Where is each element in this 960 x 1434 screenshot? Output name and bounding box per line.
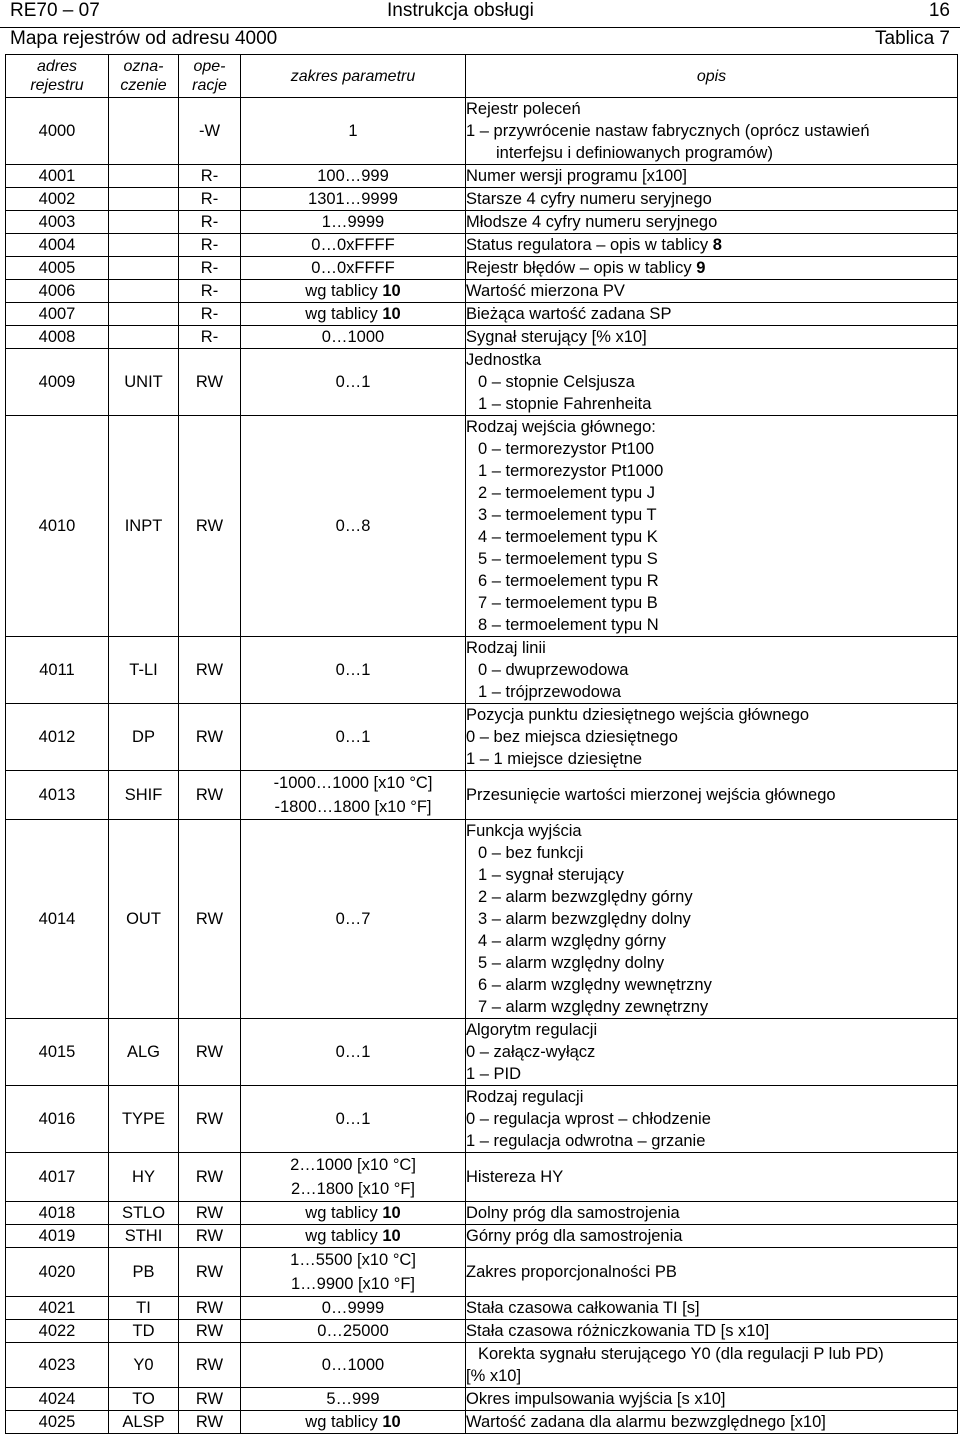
cell-operations: R- <box>179 326 241 349</box>
cell-description: Funkcja wyjścia 0 – bez funkcji 1 – sygnał sterujący 2 – alarm bezwzględny górny 3 – alarm bezwzględny dolny 4 – alarm względny górny 5 – alarm względny dolny 6 – alarm względny wewnętrzny 7 – alarm względny zewnętrzny <box>466 820 958 1019</box>
cell-range: wg tablicy 10 <box>241 1225 466 1248</box>
table-row-4000 <box>6 98 958 165</box>
cell-operations: RW <box>179 704 241 771</box>
cell-range: 0…0xFFFF <box>241 257 466 280</box>
cell-range: wg tablicy 10 <box>241 280 466 303</box>
col-header-operations: ope- racje <box>179 55 241 98</box>
cell-designation: DP <box>109 704 179 771</box>
cell-address: 4014 <box>6 820 109 1019</box>
cell-range: 0…1 <box>241 1019 466 1086</box>
table-row-4023 <box>6 1343 958 1388</box>
cell-operations: RW <box>179 771 241 820</box>
cell-address: 4015 <box>6 1019 109 1086</box>
cell-range: 1…9999 <box>241 211 466 234</box>
table-row-4006 <box>6 280 958 303</box>
cell-designation: ALG <box>109 1019 179 1086</box>
cell-designation: STHI <box>109 1225 179 1248</box>
cell-range: 0…1000 <box>241 326 466 349</box>
cell-designation: SHIF <box>109 771 179 820</box>
cell-operations: RW <box>179 1153 241 1202</box>
cell-description: Histereza HY <box>466 1153 958 1202</box>
cell-description: Górny próg dla samostrojenia <box>466 1225 958 1248</box>
cell-operations: R- <box>179 234 241 257</box>
cell-range: 1…5500 [x10 °C] 1…9900 [x10 °F] <box>241 1248 466 1297</box>
section-title: Mapa rejestrów od adresu 4000 <box>10 28 278 49</box>
cell-range: 2…1000 [x10 °C] 2…1800 [x10 °F] <box>241 1153 466 1202</box>
cell-address: 4011 <box>6 637 109 704</box>
cell-operations: R- <box>179 303 241 326</box>
cell-description: Rejestr poleceń 1 – przywrócenie nastaw fabrycznych (oprócz ustawień interfejsu i definiowanych programów) <box>466 98 958 165</box>
cell-range: 1301…9999 <box>241 188 466 211</box>
cell-operations: RW <box>179 416 241 637</box>
col-header-description: opis <box>466 55 958 98</box>
cell-operations: RW <box>179 1086 241 1153</box>
cell-designation <box>109 234 179 257</box>
cell-range: 0…7 <box>241 820 466 1019</box>
cell-description: Status regulatora – opis w tablicy 8 <box>466 234 958 257</box>
table-row-4003 <box>6 211 958 234</box>
cell-operations: R- <box>179 280 241 303</box>
cell-designation <box>109 211 179 234</box>
table-row-4014 <box>6 820 958 1019</box>
cell-range: 0…1 <box>241 1086 466 1153</box>
cell-designation: TO <box>109 1388 179 1411</box>
cell-designation <box>109 303 179 326</box>
table-row-4022 <box>6 1320 958 1343</box>
cell-description: Algorytm regulacji 0 – załącz-wyłącz 1 – PID <box>466 1019 958 1086</box>
table-row-4004 <box>6 234 958 257</box>
cell-address: 4017 <box>6 1153 109 1202</box>
cell-description: Bieżąca wartość zadana SP <box>466 303 958 326</box>
cell-designation: T-LI <box>109 637 179 704</box>
cell-address: 4007 <box>6 303 109 326</box>
table-ref: 10 <box>382 282 401 300</box>
table-row-4005 <box>6 257 958 280</box>
cell-address: 4005 <box>6 257 109 280</box>
table-row-4001 <box>6 165 958 188</box>
cell-range: 0…25000 <box>241 1320 466 1343</box>
cell-operations: R- <box>179 188 241 211</box>
cell-description: Jednostka 0 – stopnie Celsjusza 1 – stopnie Fahrenheita <box>466 349 958 416</box>
table-row-4020 <box>6 1248 958 1297</box>
col-header-range: zakres parametru <box>241 55 466 98</box>
table-row-4024 <box>6 1388 958 1411</box>
cell-designation <box>109 257 179 280</box>
cell-operations: RW <box>179 1411 241 1434</box>
cell-description: Stała czasowa całkowania TI [s] <box>466 1297 958 1320</box>
cell-designation: PB <box>109 1248 179 1297</box>
table-row-4025 <box>6 1411 958 1434</box>
cell-designation: ALSP <box>109 1411 179 1434</box>
cell-address: 4018 <box>6 1202 109 1225</box>
cell-range: wg tablicy 10 <box>241 303 466 326</box>
cell-range: 5…999 <box>241 1388 466 1411</box>
cell-range: 0…1 <box>241 704 466 771</box>
cell-description: Dolny próg dla samostrojenia <box>466 1202 958 1225</box>
cell-description: Okres impulsowania wyjścia [s x10] <box>466 1388 958 1411</box>
doc-title: Instrukcja obsługi <box>387 0 534 21</box>
table-row-4018 <box>6 1202 958 1225</box>
cell-operations: RW <box>179 637 241 704</box>
cell-description: Wartość mierzona PV <box>466 280 958 303</box>
cell-address: 4021 <box>6 1297 109 1320</box>
col-header-address: adres rejestru <box>6 55 109 98</box>
cell-range: 1 <box>241 98 466 165</box>
cell-operations: RW <box>179 1388 241 1411</box>
cell-range: 0…0xFFFF <box>241 234 466 257</box>
cell-address: 4001 <box>6 165 109 188</box>
cell-description: Młodsze 4 cyfry numeru seryjnego <box>466 211 958 234</box>
cell-description: Pozycja punktu dziesiętnego wejścia głównego 0 – bez miejsca dziesiętnego 1 – 1 miejsce dziesiętne <box>466 704 958 771</box>
table-row-4008 <box>6 326 958 349</box>
cell-description: Stała czasowa różniczkowania TD [s x10] <box>466 1320 958 1343</box>
table-row-4010 <box>6 416 958 637</box>
cell-description: Rejestr błędów – opis w tablicy 9 <box>466 257 958 280</box>
cell-operations: RW <box>179 1248 241 1297</box>
cell-operations: RW <box>179 1019 241 1086</box>
cell-range: wg tablicy 10 <box>241 1202 466 1225</box>
table-label: Tablica 7 <box>875 28 950 49</box>
cell-operations: R- <box>179 165 241 188</box>
cell-description: Sygnał sterujący [% x10] <box>466 326 958 349</box>
table-header-row <box>6 55 958 98</box>
cell-address: 4020 <box>6 1248 109 1297</box>
table-row-4002 <box>6 188 958 211</box>
cell-designation: INPT <box>109 416 179 637</box>
cell-address: 4010 <box>6 416 109 637</box>
register-table <box>5 54 958 1434</box>
cell-range: 0…1 <box>241 349 466 416</box>
cell-address: 4024 <box>6 1388 109 1411</box>
table-row-4017 <box>6 1153 958 1202</box>
cell-address: 4016 <box>6 1086 109 1153</box>
cell-address: 4013 <box>6 771 109 820</box>
cell-description: Numer wersji programu [x100] <box>466 165 958 188</box>
cell-description: Rodzaj linii 0 – dwuprzewodowa 1 – trójprzewodowa <box>466 637 958 704</box>
cell-range: -1000…1000 [x10 °C] -1800…1800 [x10 °F] <box>241 771 466 820</box>
cell-range: 0…9999 <box>241 1297 466 1320</box>
cell-address: 4006 <box>6 280 109 303</box>
cell-operations: RW <box>179 820 241 1019</box>
table-row-4011 <box>6 637 958 704</box>
table-row-4016 <box>6 1086 958 1153</box>
cell-description: Zakres proporcjonalności PB <box>466 1248 958 1297</box>
cell-designation: TD <box>109 1320 179 1343</box>
cell-range: 0…1000 <box>241 1343 466 1388</box>
cell-operations: RW <box>179 1225 241 1248</box>
table-ref: 10 <box>382 305 401 323</box>
section-header <box>0 28 960 55</box>
cell-operations: -W <box>179 98 241 165</box>
table-row-4013 <box>6 771 958 820</box>
table-ref: 10 <box>382 1204 401 1222</box>
doc-code: RE70 – 07 <box>10 0 100 21</box>
cell-operations: RW <box>179 1297 241 1320</box>
cell-designation: STLO <box>109 1202 179 1225</box>
cell-address: 4008 <box>6 326 109 349</box>
col-header-designation: ozna- czenie <box>109 55 179 98</box>
cell-address: 4000 <box>6 98 109 165</box>
cell-operations: R- <box>179 257 241 280</box>
table-ref: 10 <box>382 1413 401 1431</box>
cell-designation: Y0 <box>109 1343 179 1388</box>
cell-designation: TI <box>109 1297 179 1320</box>
cell-address: 4003 <box>6 211 109 234</box>
cell-address: 4022 <box>6 1320 109 1343</box>
table-ref: 10 <box>382 1227 401 1245</box>
table-row-4019 <box>6 1225 958 1248</box>
cell-address: 4004 <box>6 234 109 257</box>
page-header <box>0 0 960 28</box>
cell-designation <box>109 326 179 349</box>
cell-operations: RW <box>179 1343 241 1388</box>
cell-address: 4009 <box>6 349 109 416</box>
cell-range: 0…8 <box>241 416 466 637</box>
cell-operations: RW <box>179 1202 241 1225</box>
cell-designation: TYPE <box>109 1086 179 1153</box>
cell-operations: RW <box>179 349 241 416</box>
cell-designation <box>109 280 179 303</box>
cell-designation: OUT <box>109 820 179 1019</box>
table-row-4021 <box>6 1297 958 1320</box>
cell-description: Korekta sygnału sterującego Y0 (dla regulacji P lub PD) [% x10] <box>466 1343 958 1388</box>
cell-operations: RW <box>179 1320 241 1343</box>
page-number: 16 <box>928 0 950 21</box>
cell-range: 0…1 <box>241 637 466 704</box>
cell-address: 4023 <box>6 1343 109 1388</box>
cell-designation: UNIT <box>109 349 179 416</box>
cell-description: Wartość zadana dla alarmu bezwzględnego [x10] <box>466 1411 958 1434</box>
cell-operations: R- <box>179 211 241 234</box>
cell-designation: HY <box>109 1153 179 1202</box>
cell-description: Rodzaj regulacji 0 – regulacja wprost – chłodzenie 1 – regulacja odwrotna – grzanie <box>466 1086 958 1153</box>
cell-address: 4025 <box>6 1411 109 1434</box>
cell-range: wg tablicy 10 <box>241 1411 466 1434</box>
table-ref: 8 <box>712 236 722 254</box>
table-row-4012 <box>6 704 958 771</box>
cell-designation <box>109 165 179 188</box>
cell-address: 4012 <box>6 704 109 771</box>
cell-designation <box>109 98 179 165</box>
cell-description: Przesunięcie wartości mierzonej wejścia głównego <box>466 771 958 820</box>
cell-range: 100…999 <box>241 165 466 188</box>
cell-description: Starsze 4 cyfry numeru seryjnego <box>466 188 958 211</box>
cell-description: Rodzaj wejścia głównego: 0 – termorezystor Pt100 1 – termorezystor Pt1000 2 – termoelement typu J 3 – termoelement typu T 4 – termoelement typu K 5 – termoelement typu S 6 – termoelement typu R 7 – termoelement typu B 8 – termoelement typu N <box>466 416 958 637</box>
table-ref: 9 <box>696 259 706 277</box>
table-row-4009 <box>6 349 958 416</box>
cell-designation <box>109 188 179 211</box>
table-row-4007 <box>6 303 958 326</box>
table-row-4015 <box>6 1019 958 1086</box>
cell-address: 4002 <box>6 188 109 211</box>
cell-address: 4019 <box>6 1225 109 1248</box>
